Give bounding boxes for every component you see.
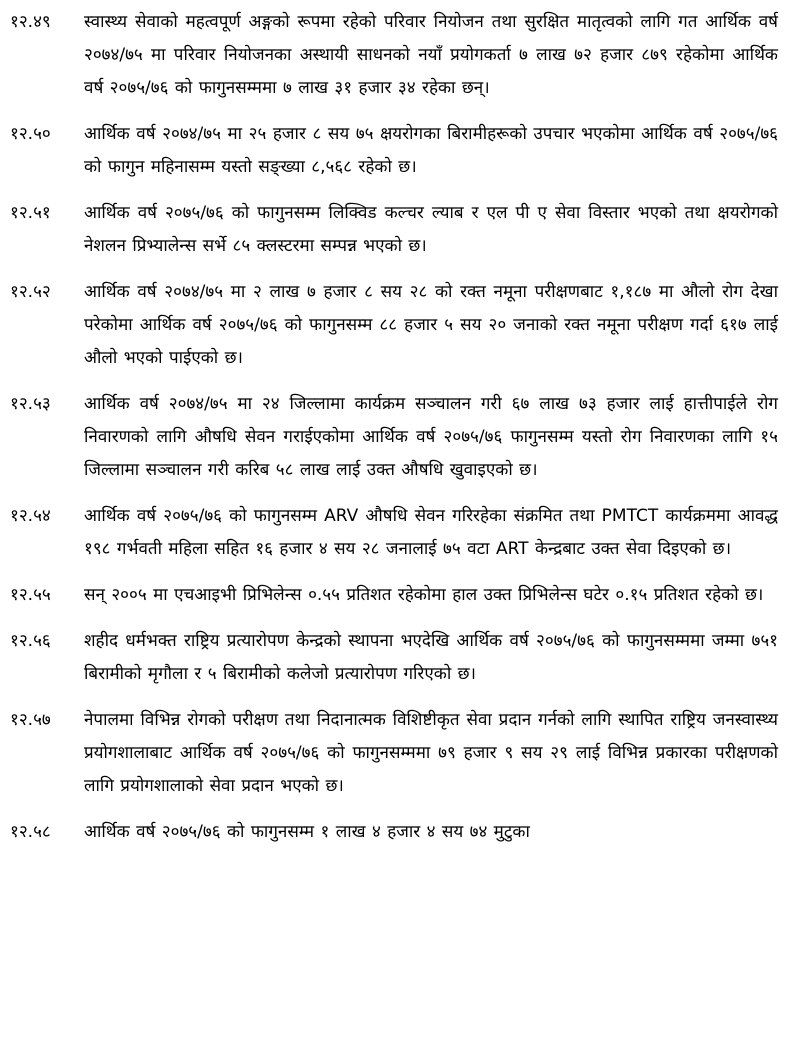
paragraph-text: आर्थिक वर्ष २०७५/७६ को फागुनसम्म लिक्विड कल्चर ल्याब र एल पी ए सेवा विस्तार भएको तथा क्षयरोगको नेशलन प्रिभ्यालेन्स सर्भे ८५ क्लस्टरमा सम्पन्न भएको छ।	[84, 203, 778, 256]
paragraph-12-57	[10, 704, 778, 803]
paragraph-12-53	[10, 388, 778, 487]
paragraph-number: १२.५६	[10, 631, 51, 651]
paragraph-text: शहीद धर्मभक्त राष्ट्रिय प्रत्यारोपण केन्द्रको स्थापना भएदेखि आर्थिक वर्ष २०७५/७६ को फागुनसम्ममा जम्मा ७५१ बिरामीको मृगौला र ५ बिरामीको कलेजो प्रत्यारोपण गरिएको छ।	[84, 631, 778, 684]
paragraph-number: १२.५७	[10, 710, 51, 730]
paragraph-text: सन् २००५ मा एचआइभी प्रिभिलेन्स ०.५५ प्रतिशत रहेकोमा हाल उक्त प्रिभिलेन्स घटेर ०.१५ प्रतिशत रहेको छ।	[84, 585, 764, 605]
paragraph-text: आर्थिक वर्ष २०७४/७५ मा २४ जिल्लामा कार्यक्रम सञ्चालन गरी ६७ लाख ७३ हजार लाई हात्तीपाईले रोग निवारणको लागि औषधि सेवन गराईएकोमा आर्थिक वर्ष २०७५/७६ फागुनसम्म यस्तो रोग निवारणका लागि १५ जिल्लामा सञ्चालन गरी करिब ५८ लाख लाई उक्त औषधि खुवाइएको छ।	[84, 394, 778, 480]
paragraph-text: आर्थिक वर्ष २०७४/७५ मा २ लाख ७ हजार ८ सय २८ को रक्त नमूना परीक्षणबाट १,१८७ मा औलो रोग देखा परेकोमा आर्थिक वर्ष २०७५/७६ को फागुनसम्म ८८ हजार ५ सय २० जनाको रक्त नमूना परीक्षण गर्दा ६१७ लाई औलो भएको पाईएको छ।	[84, 282, 778, 368]
paragraph-number: १२.५८	[10, 822, 51, 842]
paragraph-text: स्वास्थ्य सेवाको महत्वपूर्ण अङ्गको रूपमा रहेको परिवार नियोजन तथा सुरक्षित मातृत्वको लागि गत आर्थिक वर्ष २०७४/७५ मा परिवार नियोजनका अस्थायी साधनको नयाँ प्रयोगकर्ता ७ लाख ७२ हजार ८७९ रहेकोमा आर्थिक वर्ष २०७५/७६ को फागुनसम्ममा ७ लाख ३१ हजार ३४ रहेका छन्।	[84, 12, 778, 98]
paragraph-text: आर्थिक वर्ष २०७४/७५ मा २५ हजार ८ सय ७५ क्षयरोगका बिरामीहरूको उपचार भएकोमा आर्थिक वर्ष २०७५/७६ को फागुन महिनासम्म यस्तो सङ्ख्या ८,५६८ रहेको छ।	[84, 124, 778, 177]
paragraph-12-54	[10, 500, 778, 566]
paragraph-12-51	[10, 197, 778, 263]
paragraph-12-58	[10, 816, 778, 849]
paragraph-number: १२.५२	[10, 282, 51, 302]
paragraph-12-55	[10, 579, 778, 612]
paragraph-number: १२.५४	[10, 506, 51, 526]
paragraph-12-49	[10, 6, 778, 105]
paragraph-number: १२.५१	[10, 203, 51, 223]
paragraph-12-52	[10, 276, 778, 375]
paragraph-number: १२.४९	[10, 12, 51, 32]
paragraph-12-56	[10, 625, 778, 691]
paragraph-text: नेपालमा विभिन्न रोगको परीक्षण तथा निदानात्मक विशिष्टीकृत सेवा प्रदान गर्नको लागि स्थापित राष्ट्रिय जनस्वास्थ्य प्रयोगशालाबाट आर्थिक वर्ष २०७५/७६ को फागुनसम्ममा ७९ हजार ९ सय २९ लाई विभिन्न प्रकारका परीक्षणको लागि प्रयोगशालाको सेवा प्रदान भएको छ।	[84, 710, 778, 796]
paragraph-text: आर्थिक वर्ष २०७५/७६ को फागुनसम्म १ लाख ४ हजार ४ सय ७४ मुटुका	[84, 822, 530, 842]
paragraph-number: १२.५३	[10, 394, 51, 414]
paragraph-12-50	[10, 118, 778, 184]
paragraph-text: आर्थिक वर्ष २०७५/७६ को फागुनसम्म ARV औषधि सेवन गरिरहेका संक्रमित तथा PMTCT कार्यक्रममा आवद्ध १९८ गर्भवती महिला सहित १६ हजार ४ सय २८ जनालाई ७५ वटा ART केन्द्रबाट उक्त सेवा दिइएको छ।	[84, 506, 778, 559]
paragraph-number: १२.५५	[10, 585, 51, 605]
paragraph-number: १२.५०	[10, 124, 51, 144]
